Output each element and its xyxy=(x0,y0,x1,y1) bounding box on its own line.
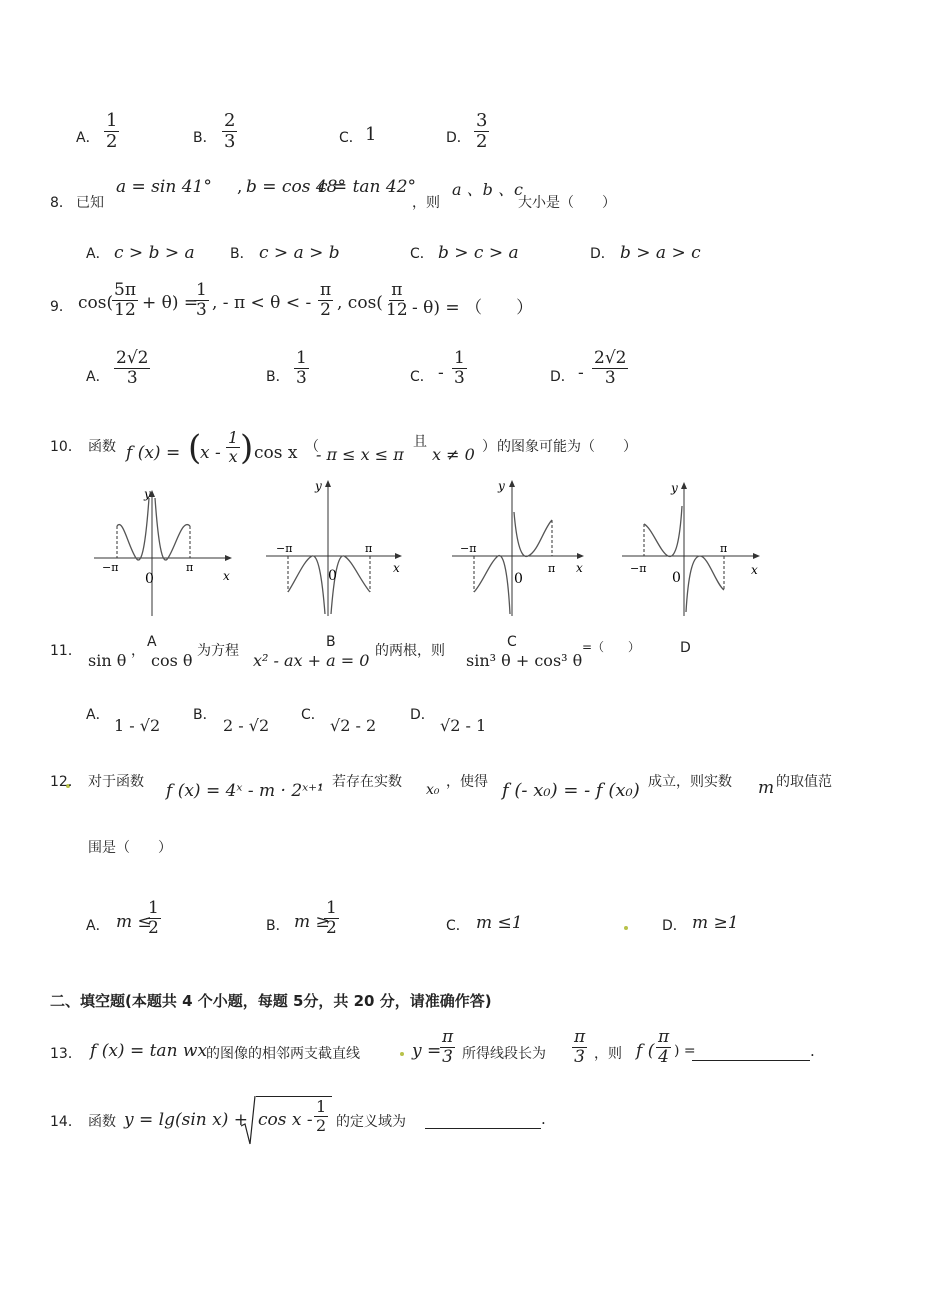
q8-vars: a 、b 、c xyxy=(452,180,523,199)
q11-letter-d: D xyxy=(680,640,691,656)
q9-option-a: $\frac{2√2}{3}$ xyxy=(116,348,149,388)
q10-c-x-label: x xyxy=(576,561,583,575)
q8-option-a: c > b > a xyxy=(114,243,195,263)
q10-d-origin: 0 xyxy=(672,570,681,586)
q10-a-x-label: x xyxy=(223,569,230,583)
q12-option-b: $\frac{1}{2}$ xyxy=(326,898,337,938)
q11-option-a-label: A． xyxy=(86,707,110,723)
q11-text-2: 的两根，则 xyxy=(375,643,445,659)
q12-line-2: 围是（ ） xyxy=(88,840,172,856)
section-2-heading: 二、填空题(本题共 4 个小题，每题 5分，共 20 分，请准确作答) xyxy=(50,992,492,1010)
q14-text-1: 函数 xyxy=(88,1114,116,1130)
q12-text-4: 成立，则实数 xyxy=(648,774,732,790)
q10-number: 10． xyxy=(50,439,82,455)
q12-option-a-label: A． xyxy=(86,918,110,934)
q9-range-frac: $\frac{\pi}{2}$ xyxy=(320,280,332,320)
q7-option-a-value: $\frac{1}{2}$ xyxy=(106,110,118,152)
q10-c-origin: 0 xyxy=(514,571,523,587)
q14-radicand: cos x - xyxy=(258,1110,313,1130)
q13-text-1: 的图像的相邻两支截直线 xyxy=(206,1046,360,1062)
q8-option-c: b > c > a xyxy=(438,243,519,263)
q11-number: 11． xyxy=(50,643,82,659)
q9-option-c-sign: - xyxy=(438,363,444,383)
q10-d-pi: π xyxy=(720,542,728,555)
q10-graph-d xyxy=(620,478,768,618)
q8-option-a-label: A． xyxy=(86,246,110,262)
q12-number: 12． xyxy=(50,774,82,790)
q11-option-a: 1 - √2 xyxy=(114,716,161,735)
q9-option-d-label: D． xyxy=(550,369,575,385)
q11-option-b-label: B． xyxy=(193,707,217,723)
q10-frac: $\frac{1}{x}$ xyxy=(228,428,239,466)
q10-a-y-label: y xyxy=(144,487,151,501)
q11-letter-b: B xyxy=(326,634,336,650)
q10-d-y-label: y xyxy=(671,481,678,495)
q10-a-origin: 0 xyxy=(145,571,154,587)
q10-graph-b xyxy=(262,476,410,618)
q13-end: . xyxy=(810,1042,815,1060)
q13-text-3: ，则 xyxy=(594,1046,622,1062)
q14-number: 14． xyxy=(50,1114,82,1130)
q10-b-x-label: x xyxy=(393,561,400,575)
q8-mid: ，则 xyxy=(412,195,440,211)
q8-number: 8． xyxy=(50,195,73,211)
q13-y-eq: y = xyxy=(412,1041,442,1061)
q8-expr-a: a = sin 41° xyxy=(116,177,212,197)
q9-minus-theta: - θ) = （ ） xyxy=(412,298,534,318)
q10-d-x-label: x xyxy=(751,563,758,577)
q9-number: 9． xyxy=(50,299,73,315)
q14-rad-frac: $\frac{1}{2}$ xyxy=(316,1097,327,1135)
q10-c-pi: π xyxy=(548,562,556,575)
q12-option-d-label: D． xyxy=(662,918,687,934)
q12-option-a: $\frac{1}{2}$ xyxy=(148,898,159,938)
q9-option-a-label: A． xyxy=(86,369,110,385)
q11-option-c: √2 - 2 xyxy=(330,716,377,735)
q11-letter-c: C xyxy=(507,634,517,650)
q8-prefix: 已知 xyxy=(76,195,104,211)
q9-cos1: cos( xyxy=(78,293,114,313)
q7-option-a-label: A． xyxy=(76,130,100,146)
q11-cos: cos θ xyxy=(151,651,193,670)
marker-dot xyxy=(400,1052,404,1056)
q13-f-frac: $\frac{\pi}{4}$ xyxy=(658,1027,670,1067)
q8-option-d-label: D． xyxy=(590,246,615,262)
q7-option-b-value: $\frac{2}{3}$ xyxy=(224,110,236,152)
q11-equation: x² - ax + a = 0 xyxy=(253,651,370,670)
q12-equation: f (- x₀) = - f (x₀) xyxy=(502,780,640,801)
q8-option-d: b > a > c xyxy=(620,243,701,263)
q12-text-5: 的取值范 xyxy=(776,774,832,790)
q7-option-c-value: 1 xyxy=(365,124,377,145)
q8-sep: , xyxy=(237,177,243,197)
q12-text-2: ，若存在实数 xyxy=(318,774,402,790)
q12-func: f (x) = 4ˣ - m · 2ˣ⁺¹ xyxy=(166,781,324,801)
q14-end: . xyxy=(541,1110,546,1128)
q14-answer-blank[interactable] xyxy=(425,1110,541,1129)
q12-m: m xyxy=(758,778,775,798)
q13-f-close: ) = xyxy=(674,1043,696,1059)
q13-y-frac: $\frac{\pi}{3}$ xyxy=(442,1027,454,1067)
q11-text-3: =（ ） xyxy=(582,640,641,654)
q13-len-frac: $\frac{\pi}{3}$ xyxy=(574,1027,586,1067)
q7-option-d-value: $\frac{3}{2}$ xyxy=(476,110,488,152)
q13-answer-blank[interactable] xyxy=(692,1042,810,1061)
q10-cond-and: 且 xyxy=(413,434,427,450)
q9-option-b-label: B． xyxy=(266,369,290,385)
q10-b-neg-pi: −π xyxy=(276,542,293,555)
q10-cond-close: ） xyxy=(482,439,496,455)
q10-paren-left: ( xyxy=(188,428,202,468)
q7-option-c-label: C． xyxy=(339,130,363,146)
q8-suffix: 大小是（ ） xyxy=(518,195,616,211)
q9-option-d: $\frac{2√2}{3}$ xyxy=(594,348,627,388)
q10-graph-a xyxy=(92,480,240,618)
q9-cos2: , cos( xyxy=(337,293,383,313)
q13-func: f (x) = tan wx xyxy=(90,1041,208,1061)
q13-text-2: 所得线段长为 xyxy=(462,1046,546,1062)
q12-option-a-pre: m ≤ xyxy=(116,912,152,932)
q8-expr-b: b = cos 48° xyxy=(246,177,346,197)
q14-y-eq: y = lg(sin x) + xyxy=(124,1110,248,1130)
q9-rhs: $\frac{1}{3}$ xyxy=(196,280,207,320)
q8-option-c-label: C． xyxy=(410,246,434,262)
q9-option-d-sign: - xyxy=(578,363,584,383)
q12-option-c: m ≤1 xyxy=(476,913,523,933)
q12-option-c-label: C． xyxy=(446,918,470,934)
q10-prefix: 函数 xyxy=(88,439,116,455)
q11-option-d-label: D． xyxy=(410,707,435,723)
q11-text-1: 为方程 xyxy=(197,643,239,659)
q9-option-c: $\frac{1}{3}$ xyxy=(454,348,465,388)
q10-paren-right: ) xyxy=(240,428,254,468)
q7-option-d-label: D． xyxy=(446,130,471,146)
q10-cond: - π ≤ x ≤ π xyxy=(316,445,404,464)
q8-option-b-label: B． xyxy=(230,246,254,262)
q10-a-pi: π xyxy=(186,561,194,574)
q9-option-c-label: C． xyxy=(410,369,434,385)
q14-text-2: 的定义域为 xyxy=(336,1114,406,1130)
q11-letter-a: A xyxy=(147,634,157,650)
q7-option-b-label: B． xyxy=(193,130,217,146)
q11-option-b: 2 - √2 xyxy=(223,716,270,735)
q9-range: , - π < θ < - xyxy=(212,293,312,313)
q10-c-y-label: y xyxy=(498,479,505,493)
q10-a-neg-pi: −π xyxy=(102,561,119,574)
q10-cond-open: （ xyxy=(305,439,319,455)
q9-frac1: $\frac{5\pi}{12}$ xyxy=(114,280,136,320)
q9-option-b: $\frac{1}{3}$ xyxy=(296,348,307,388)
q8-expr-c: c = tan 42° xyxy=(318,177,417,197)
q11-comma: ， xyxy=(131,643,145,659)
q9-plus-theta: + θ) = xyxy=(142,293,199,313)
q10-func: f (x) = xyxy=(126,443,181,463)
q13-f-call: f ( xyxy=(636,1041,655,1061)
q10-d-neg-pi: −π xyxy=(630,562,647,575)
q10-graph-c xyxy=(448,476,592,618)
q10-c-neg-pi: −π xyxy=(460,542,477,555)
q10-b-origin: 0 xyxy=(328,568,337,584)
q9-frac2: $\frac{\pi}{12}$ xyxy=(386,280,408,320)
q10-cond2: x ≠ 0 xyxy=(432,445,475,464)
q12-x0: x₀ xyxy=(426,782,440,798)
q10-b-y-label: y xyxy=(315,479,322,493)
q11-expr: sin³ θ + cos³ θ xyxy=(466,651,583,670)
q10-x-minus: x - xyxy=(200,443,221,463)
marker-dot xyxy=(624,926,628,930)
q11-sin: sin θ xyxy=(88,651,127,670)
q14-radical-sign xyxy=(240,1094,256,1146)
q10-b-pi: π xyxy=(365,542,373,555)
q12-text-3: ，使得 xyxy=(446,774,488,790)
q12-option-b-pre: m ≥ xyxy=(294,912,330,932)
q10-cos: cos x xyxy=(254,443,298,463)
q10-suffix: 的图象可能为（ ） xyxy=(497,439,637,455)
q12-option-b-label: B． xyxy=(266,918,290,934)
q12-text-1: 对于函数 xyxy=(88,774,144,790)
q11-option-d: √2 - 1 xyxy=(440,716,487,735)
q12-option-d: m ≥1 xyxy=(692,913,739,933)
q13-number: 13． xyxy=(50,1046,82,1062)
q11-option-c-label: C． xyxy=(301,707,325,723)
q8-option-b: c > a > b xyxy=(259,243,340,263)
